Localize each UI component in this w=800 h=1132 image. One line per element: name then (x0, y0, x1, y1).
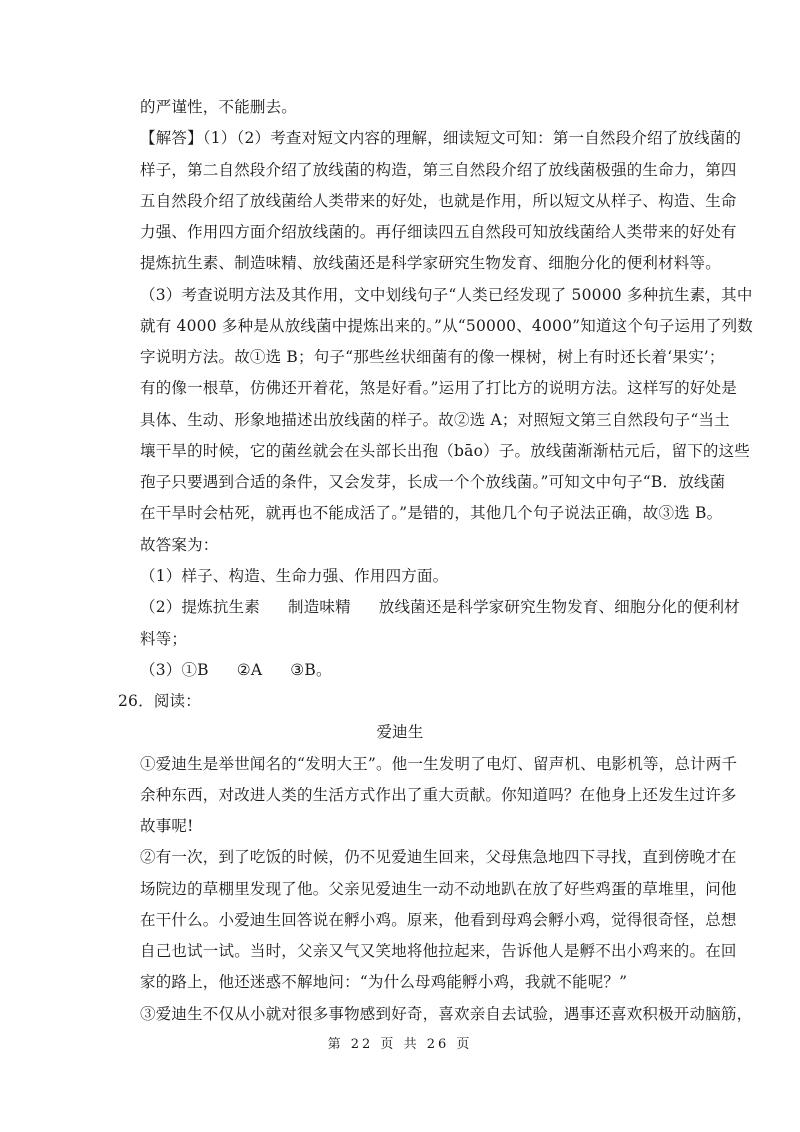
answer-2-continued: 料等； (140, 630, 188, 648)
text-line: 的严谨性，不能删去。 (140, 98, 298, 116)
answer-2-part: （2）提炼抗生素 (140, 598, 260, 616)
text-line: 具体、生动、形象地描述出放线菌的样子。故②选 A；对照短文第三自然段句子“当土 (140, 411, 730, 429)
passage-line: ①爱迪生是举世闻名的“发明大王”。他一生发明了电灯、留声机、电影机等，总计两千 (140, 755, 738, 773)
passage-line: ②有一次，到了吃饭的时候，仍不见爱迪生回来，父母焦急地四下寻找，直到傍晚才在 (140, 848, 737, 866)
page-footer: 第 22 页 共 26 页 (327, 1037, 473, 1052)
text-line: 五自然段介绍了放线菌给人类带来的好处，也就是作用，所以短文从样子、构造、生命 (140, 192, 737, 210)
text-line: 在干旱时会枯死，就再也不能成活了。”是错的，其他几个句子说法正确，故③选 B。 (140, 504, 723, 522)
passage-title: 爱迪生 (376, 723, 424, 741)
passage-line: 家的路上，他还迷惑不解地问：“为什么母鸡能孵小鸡，我就不能呢？” (140, 973, 628, 991)
answer-3-part: （3）①B (140, 661, 209, 679)
passage-line: 在干什么。小爱迪生回答说在孵小鸡。原来，他看到母鸡会孵小鸡，觉得很奇怪，总想 (140, 911, 737, 929)
text-line: 就有 4000 多种是从放线菌中提炼出来的。”从“50000、4000”知道这个句子运用了列数 (140, 317, 753, 335)
passage-line: 自己也试一试。当时，父亲又气又笑地将他拉起来，告诉他人是孵不出小鸡来的。在回 (140, 942, 737, 960)
passage-line: ③爱迪生不仅从小就对很多事物感到好奇，喜欢亲自去试验，遇事还喜欢积极开动脑筋， (140, 1005, 753, 1023)
text-line: （3）考查说明方法及其作用，文中划线句子“人类已经发现了 50000 多种抗生素，其中 (140, 286, 753, 304)
text-line: 样子，第二自然段介绍了放线菌的构造，第三自然段介绍了放线菌极强的生命力，第四 (140, 161, 737, 179)
text-line: 力强、作用四方面介绍放线菌的。再仔细读四五自然段可知放线菌给人类带来的好处有 (140, 223, 737, 241)
passage-line: 故事呢! (140, 817, 194, 835)
answer-heading: 故答案为： (140, 536, 219, 554)
text-line: 【解答】（1）（2）考查对短文内容的理解，细读短文可知：第一自然段介绍了放线菌的 (140, 129, 742, 147)
answer-3-part: ②A (236, 661, 263, 679)
answer-2-part: 制造味精 (287, 598, 351, 616)
text-line: 孢子只要遇到合适的条件，又会发芽，长成一个个放线菌。”可知文中句子“B．放线菌 (140, 473, 726, 491)
text-line: 字说明方法。故①选 B；句子“那些丝状细菌有的像一棵树，树上有时还长着‘果实’； (140, 348, 725, 366)
text-line: 提炼抗生素、制造味精、放线菌还是科学家研究生物发育、细胞分化的便利材料等。 (140, 254, 721, 272)
text-line: 壤干旱的时候，它的菌丝就会在头部长出孢（bāo）子。放线菌渐渐枯元后，留下的这些 (140, 442, 750, 460)
answer-3 (140, 659, 680, 681)
answer-1: （1）样子、构造、生命力强、作用四方面。 (140, 567, 449, 585)
passage-line: 余种东西，对改进人类的生活方式作出了重大贡献。你知道吗？在他身上还发生过许多 (140, 786, 737, 804)
text-line: 有的像一根草，仿佛还开着花，煞是好看。”运用了打比方的说明方法。这样写的好处是 (140, 379, 737, 397)
answer-2 (140, 596, 740, 618)
passage-line: 场院边的草棚里发现了他。父亲见爱迪生一动不动地趴在放了好些鸡蛋的草堆里，问他 (140, 880, 737, 898)
answer-3-part: ③B。 (290, 661, 332, 679)
answer-2-part: 放线菌还是科学家研究生物发育、细胞分化的便利材 (378, 598, 740, 616)
question-label: 26．阅读： (118, 692, 201, 710)
